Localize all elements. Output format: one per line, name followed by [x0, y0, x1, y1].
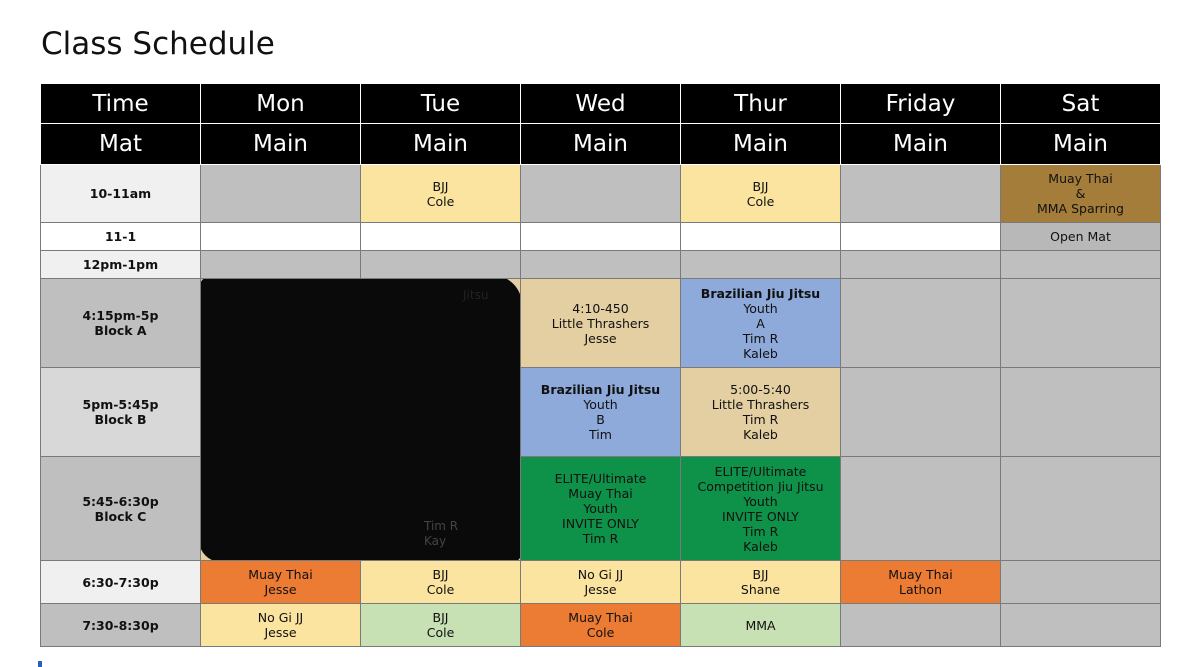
class-line: MMA [745, 617, 776, 633]
class-line: MMA Sparring [1036, 201, 1124, 216]
schedule-row-10-11am [41, 165, 1161, 223]
class-cell [361, 165, 521, 223]
class-cell-empty [1001, 457, 1161, 561]
schedule-table [40, 83, 1161, 647]
class-line: Tim R [742, 523, 779, 539]
class-line: Tim R [742, 412, 779, 427]
class-cell-empty [361, 223, 521, 251]
header-tue: Tue [361, 84, 521, 124]
header-mat-mon: Main [201, 124, 361, 165]
class-line: Muay Thai [888, 567, 953, 582]
class-line: Youth [743, 493, 778, 509]
class-line: Cole [426, 582, 455, 597]
class-line: INVITE ONLY [722, 508, 799, 524]
class-line: BJJ [432, 610, 449, 625]
class-cell [1001, 165, 1161, 223]
class-cell [521, 604, 681, 647]
class-line: No Gi JJ [257, 610, 304, 625]
class-line: Kaleb [743, 427, 778, 442]
class-cell [681, 561, 841, 604]
class-cell-empty [201, 223, 361, 251]
class-line: Cole [426, 193, 455, 209]
class-line: BJJ [432, 178, 449, 194]
time-label: 6:30-7:30p [82, 574, 159, 590]
class-line: B [596, 412, 605, 427]
class-cell-empty [361, 251, 521, 279]
class-cell [841, 561, 1001, 604]
edge-marker [38, 661, 42, 667]
class-cell [521, 368, 681, 457]
time-cell [41, 561, 201, 604]
class-line: BJJ [752, 178, 769, 194]
schedule-row-block-a [41, 279, 1161, 368]
class-cell [521, 279, 681, 368]
class-cell [681, 165, 841, 223]
class-cell-empty [681, 251, 841, 279]
class-line: Cole [426, 625, 455, 640]
class-cell [681, 604, 841, 647]
class-line: Open Mat [1050, 229, 1111, 244]
class-line: INVITE ONLY [562, 516, 639, 531]
class-line: Muay Thai [1048, 171, 1113, 186]
class-line: ELITE/Ultimate [554, 471, 647, 486]
time-cell [41, 223, 201, 251]
class-cell-empty [841, 604, 1001, 647]
class-line: 5:00-5:40 [730, 382, 791, 397]
class-line: Jesse [264, 625, 297, 640]
class-line: No Gi JJ [577, 567, 624, 582]
class-cell-empty [521, 165, 681, 223]
class-cell-empty [201, 251, 361, 279]
time-label: 5:45-6:30p [82, 493, 159, 509]
header-mon: Mon [201, 84, 361, 124]
class-cell [521, 561, 681, 604]
header-wed: Wed [521, 84, 681, 124]
class-line: Muay Thai [248, 567, 313, 582]
class-line: Little Thrashers [551, 315, 650, 331]
class-cell-empty [681, 223, 841, 251]
class-cell-empty [521, 251, 681, 279]
class-cell-empty [841, 457, 1001, 561]
class-cell-empty [201, 165, 361, 223]
class-cell [201, 604, 361, 647]
class-line: Lathon [898, 582, 943, 597]
class-cell-empty [1001, 604, 1161, 647]
class-line: Muay Thai [568, 486, 633, 501]
class-cell [361, 604, 521, 647]
class-cell [681, 368, 841, 457]
class-line: Jesse [584, 582, 617, 597]
redacted-fragment-line: Kay [424, 534, 447, 548]
class-line: Brazilian Jiu Jitsu [700, 285, 821, 301]
class-line: Youth [583, 397, 618, 412]
class-cell [361, 561, 521, 604]
time-label: 12pm-1pm [82, 257, 159, 272]
class-line: Kaleb [743, 345, 778, 361]
schedule-row-12pm-1pm [41, 251, 1161, 279]
header-row-mat [41, 124, 1161, 165]
header-mat-thur: Main [681, 124, 841, 165]
schedule-row-630-730 [41, 561, 1161, 604]
time-label: 11-1 [104, 229, 137, 244]
class-line: Brazilian Jiu Jitsu [540, 382, 661, 397]
redacted-region [201, 279, 521, 561]
header-time: Time [41, 84, 201, 124]
time-cell [41, 165, 201, 223]
class-cell-empty [841, 165, 1001, 223]
header-thur: Thur [681, 84, 841, 124]
redacted-fragment-top: Jitsu [463, 288, 489, 302]
header-mat-tue: Main [361, 124, 521, 165]
class-cell-empty [521, 223, 681, 251]
class-cell-empty [841, 368, 1001, 457]
schedule-row-730-830 [41, 604, 1161, 647]
header-mat-friday: Main [841, 124, 1001, 165]
class-cell-empty [1001, 279, 1161, 368]
class-line: 4:10-450 [572, 300, 629, 316]
class-cell [521, 457, 681, 561]
class-line: A [756, 315, 765, 331]
class-line: Tim R [742, 330, 779, 346]
time-label: 4:15pm-5p [82, 308, 159, 323]
time-cell [41, 457, 201, 561]
class-line: Jesse [584, 330, 617, 346]
header-row-days [41, 84, 1161, 124]
class-line: BJJ [752, 567, 769, 582]
header-mat-sat: Main [1001, 124, 1161, 165]
class-cell [681, 457, 841, 561]
schedule-row-11-1 [41, 223, 1161, 251]
class-line: Tim [589, 427, 612, 442]
class-cell-empty [1001, 251, 1161, 279]
time-cell [41, 368, 201, 457]
time-block-label: Block B [94, 412, 147, 427]
class-cell [1001, 223, 1161, 251]
header-mat-wed: Main [521, 124, 681, 165]
time-cell [41, 279, 201, 368]
class-cell-empty [1001, 561, 1161, 604]
time-label: 7:30-8:30p [82, 617, 159, 633]
class-cell-empty [841, 223, 1001, 251]
class-cell-empty [1001, 368, 1161, 457]
time-block-label: Block A [94, 323, 147, 338]
class-cell-empty [841, 251, 1001, 279]
time-cell [41, 251, 201, 279]
class-cell [681, 279, 841, 368]
class-line: Youth [583, 501, 618, 516]
class-line: Youth [743, 300, 778, 316]
header-friday: Friday [841, 84, 1001, 124]
class-line: Little Thrashers [711, 397, 810, 412]
class-cell [201, 561, 361, 604]
redacted-fragment-line: Tim R [424, 519, 459, 533]
class-line: Cole [586, 625, 615, 640]
class-line: ELITE/Ultimate [714, 463, 807, 479]
redaction-scribble [201, 279, 521, 561]
class-line: BJJ [432, 567, 449, 582]
class-line: & [1075, 186, 1086, 201]
class-line: Shane [740, 582, 781, 597]
time-label: 10-11am [89, 186, 152, 201]
redacted-fragment-bottom [424, 519, 458, 549]
time-label: 5pm-5:45p [82, 397, 159, 412]
page-title: Class Schedule [41, 26, 275, 62]
class-cell-empty [841, 279, 1001, 368]
class-line: Tim R [582, 531, 619, 546]
header-mat: Mat [41, 124, 201, 165]
class-line: Kaleb [743, 538, 778, 554]
time-cell [41, 604, 201, 647]
class-line: Cole [746, 193, 775, 209]
header-sat: Sat [1001, 84, 1161, 124]
class-line: Muay Thai [568, 610, 633, 625]
class-line: Competition Jiu Jitsu [697, 478, 824, 494]
time-block-label: Block C [94, 508, 147, 524]
class-line: Jesse [264, 582, 297, 597]
